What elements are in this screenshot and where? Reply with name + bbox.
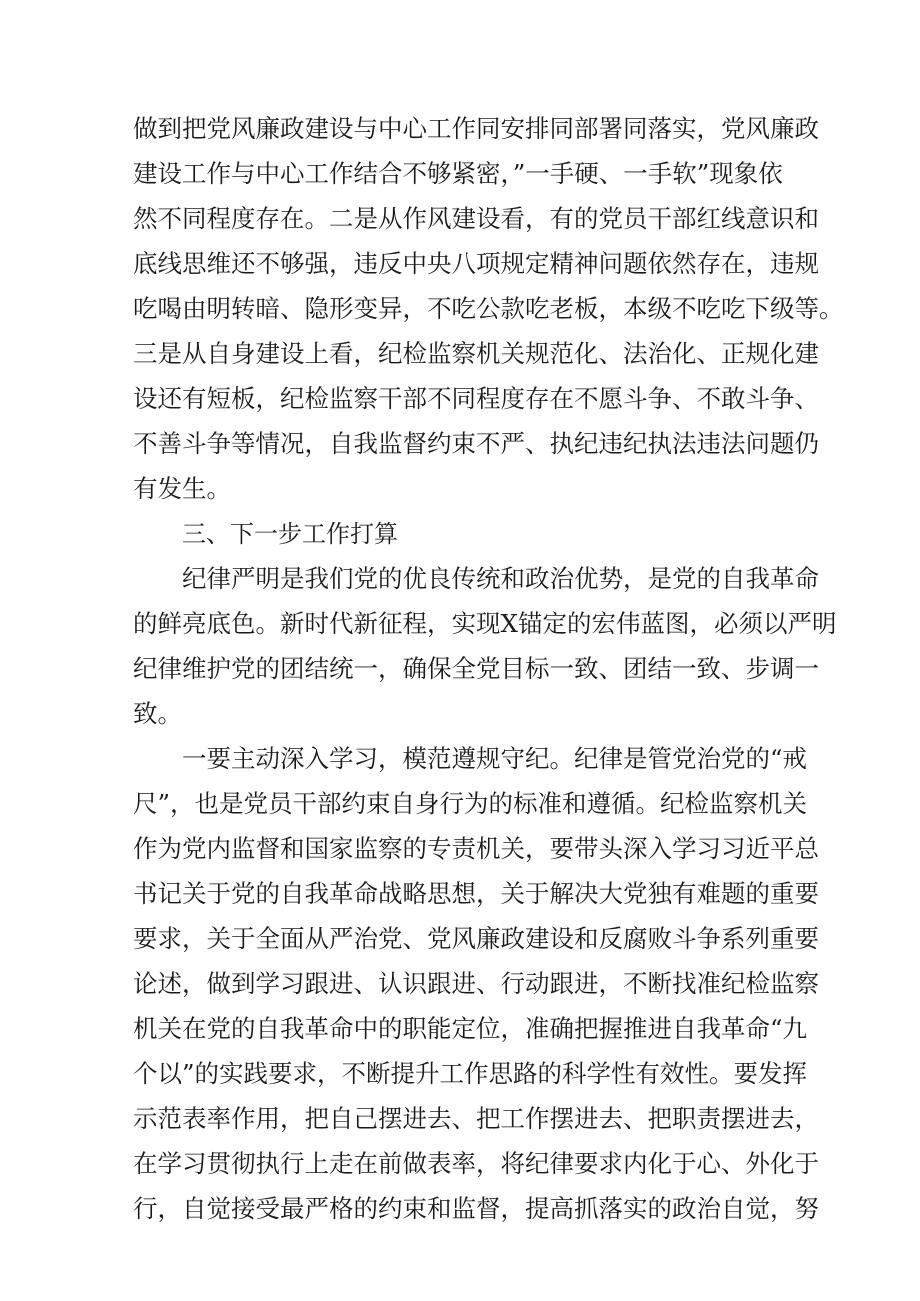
paragraph-1-line-2: 建设工作与中心工作结合不够紧密，”一手硬、一手软”现象依 xyxy=(133,159,783,188)
paragraph-1-line-1: 做到把党风廉政建设与中心工作同安排同部署同落实，党风廉政 xyxy=(133,114,819,143)
paragraph-3-line-8: 个以”的实践要求，不断提升工作思路的科学性有效性。要发挥 xyxy=(133,1059,808,1088)
paragraph-1-line-6: 三是从自身建设上看，纪检监察机关规范化、法治化、正规化建 xyxy=(133,339,819,368)
paragraph-2-line-1: 纪律严明是我们党的优良传统和政治优势，是党的自我革命 xyxy=(182,564,819,593)
paragraph-3-line-3: 作为党内监督和国家监察的专责机关，要带头深入学习习近平总 xyxy=(133,834,819,863)
paragraph-1-line-4: 底线思维还不够强，违反中央八项规定精神问题依然存在，违规 xyxy=(133,249,819,278)
section-heading: 三、下一步工作打算 xyxy=(182,520,398,548)
paragraph-3-line-4: 书记关于党的自我革命战略思想，关于解决大党独有难题的重要 xyxy=(133,879,819,908)
paragraph-2-line-4: 致。 xyxy=(133,699,182,728)
paragraph-1-line-9: 有发生。 xyxy=(133,474,231,503)
paragraph-2-line-3: 纪律维护党的团结统一，确保全党目标一致、团结一致、步调一 xyxy=(133,654,819,683)
paragraph-1-line-7: 设还有短板，纪检监察干部不同程度存在不愿斗争、不敢斗争、 xyxy=(133,384,819,413)
paragraph-1-line-8: 不善斗争等情况，自我监督约束不严、执纪违纪执法违法问题仍 xyxy=(133,429,819,458)
paragraph-1-line-5: 吃喝由明转暗、隐形变异，不吃公款吃老板，本级不吃吃下级等。 xyxy=(133,294,844,323)
paragraph-3-line-6: 论述，做到学习跟进、认识跟进、行动跟进，不断找准纪检监察 xyxy=(133,969,819,998)
paragraph-3-line-9: 示范表率作用，把自己摆进去、把工作摆进去、把职责摆进去， xyxy=(133,1104,819,1133)
paragraph-2-line-2: 的鲜亮底色。新时代新征程，实现X锚定的宏伟蓝图，必须以严明 xyxy=(133,609,837,638)
paragraph-1-line-3: 然不同程度存在。二是从作风建设看，有的党员干部红线意识和 xyxy=(133,204,819,233)
paragraph-3-line-1: 一要主动深入学习，模范遵规守纪。纪律是管党治党的“戒 xyxy=(182,744,808,773)
paragraph-3-line-2: 尺”，也是党员干部约束自身行为的标准和遵循。纪检监察机关 xyxy=(133,789,808,818)
paragraph-3-line-5: 要求，关于全面从严治党、党风廉政建设和反腐败斗争系列重要 xyxy=(133,924,819,953)
paragraph-3-line-7: 机关在党的自我革命中的职能定位，准确把握推进自我革命“九 xyxy=(133,1014,808,1043)
paragraph-3-line-11: 行，自觉接受最严格的约束和监督，提高抓落实的政治自觉，努 xyxy=(133,1194,819,1223)
paragraph-3-line-10: 在学习贯彻执行上走在前做表率，将纪律要求内化于心、外化于 xyxy=(133,1149,819,1178)
